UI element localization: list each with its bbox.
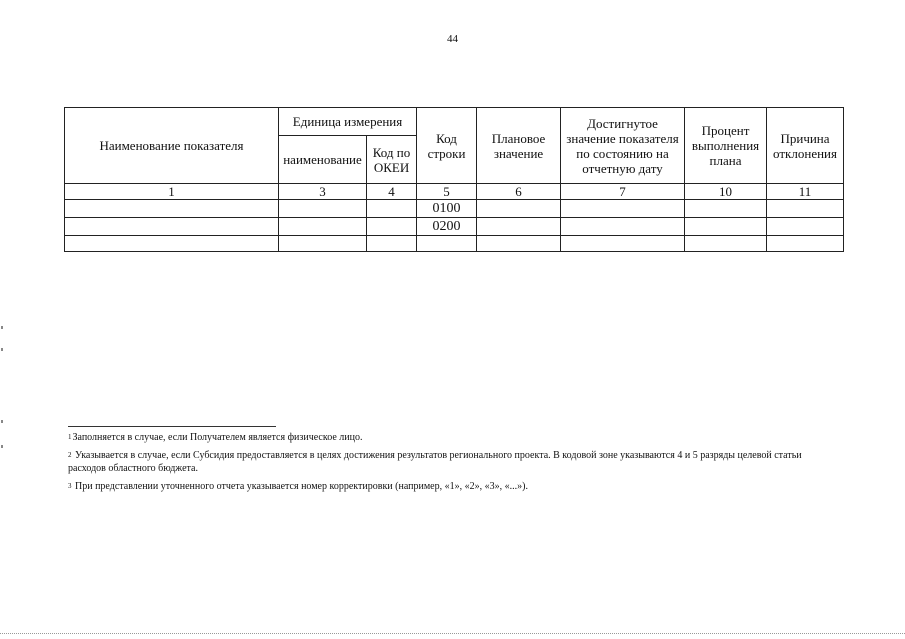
header-deviation-reason: Причина отклонения [767, 108, 844, 184]
column-number: 10 [685, 184, 767, 200]
header-achieved-value: Достигнутое значение показателя по состоянию на отчетную дату [561, 108, 685, 184]
deviation-reason-cell [767, 236, 844, 252]
footnote-mark: 1 [68, 433, 72, 441]
footnote-mark: 2 [68, 451, 72, 459]
footnote-separator [68, 426, 276, 427]
unit-name-cell [279, 236, 367, 252]
scan-edge-mark [1, 326, 3, 329]
table-row [65, 218, 844, 236]
scan-edge-mark [1, 348, 3, 351]
column-number: 3 [279, 184, 367, 200]
footnote-text: Указывается в случае, если Субсидия предоставляется в целях достижения результатов регионального проекта. В кодовой зоне указываются 4 и 5 разряды целевой статьи расходов областного бюджета. [68, 450, 802, 474]
header-row-code: Код строки [417, 108, 477, 184]
footnote-text: При представлении уточненного отчета указывается номер корректировки (например, «1», «2», «3», «...»). [75, 481, 528, 492]
unit-name-cell [279, 200, 367, 218]
achieved-value-cell [561, 236, 685, 252]
row-code-cell: 0100 [417, 200, 477, 218]
footnote-text: Заполняется в случае, если Получателем является физическое лицо. [72, 432, 363, 443]
column-number: 6 [477, 184, 561, 200]
planned-value-cell [477, 218, 561, 236]
indicator-name-cell [65, 236, 279, 252]
column-number: 5 [417, 184, 477, 200]
okei-code-cell [367, 218, 417, 236]
table-row [65, 200, 844, 218]
scan-bottom-edge [0, 633, 905, 634]
okei-code-cell [367, 236, 417, 252]
column-number: 7 [561, 184, 685, 200]
header-unit-group: Единица измерения [279, 108, 417, 136]
completion-percent-cell [685, 236, 767, 252]
header-okei-code: Код по ОКЕИ [367, 136, 417, 184]
deviation-reason-cell [767, 200, 844, 218]
footnotes [68, 431, 838, 498]
footnote-3 [68, 480, 838, 493]
indicator-name-cell [65, 218, 279, 236]
footnote-mark: 3 [68, 482, 72, 490]
scan-edge-mark [1, 445, 3, 448]
header-unit-name: наименование [279, 136, 367, 184]
row-code-cell [417, 236, 477, 252]
scan-edge-mark [1, 420, 3, 423]
completion-percent-cell [685, 218, 767, 236]
row-code-cell: 0200 [417, 218, 477, 236]
deviation-reason-cell [767, 218, 844, 236]
okei-code-cell [367, 200, 417, 218]
column-number: 4 [367, 184, 417, 200]
header-planned-value: Плановое значение [477, 108, 561, 184]
page-number: 44 [447, 33, 458, 45]
column-number: 11 [767, 184, 844, 200]
planned-value-cell [477, 200, 561, 218]
footnote-2 [68, 449, 838, 475]
unit-name-cell [279, 218, 367, 236]
footnote-1 [68, 431, 838, 444]
achieved-value-cell [561, 200, 685, 218]
indicator-name-cell [65, 200, 279, 218]
indicator-table [64, 107, 844, 252]
planned-value-cell [477, 236, 561, 252]
column-number: 1 [65, 184, 279, 200]
table-row [65, 236, 844, 252]
header-indicator-name: Наименование показателя [65, 108, 279, 184]
completion-percent-cell [685, 200, 767, 218]
achieved-value-cell [561, 218, 685, 236]
header-completion-percent: Процент выполнения плана [685, 108, 767, 184]
column-number-row [65, 184, 844, 200]
